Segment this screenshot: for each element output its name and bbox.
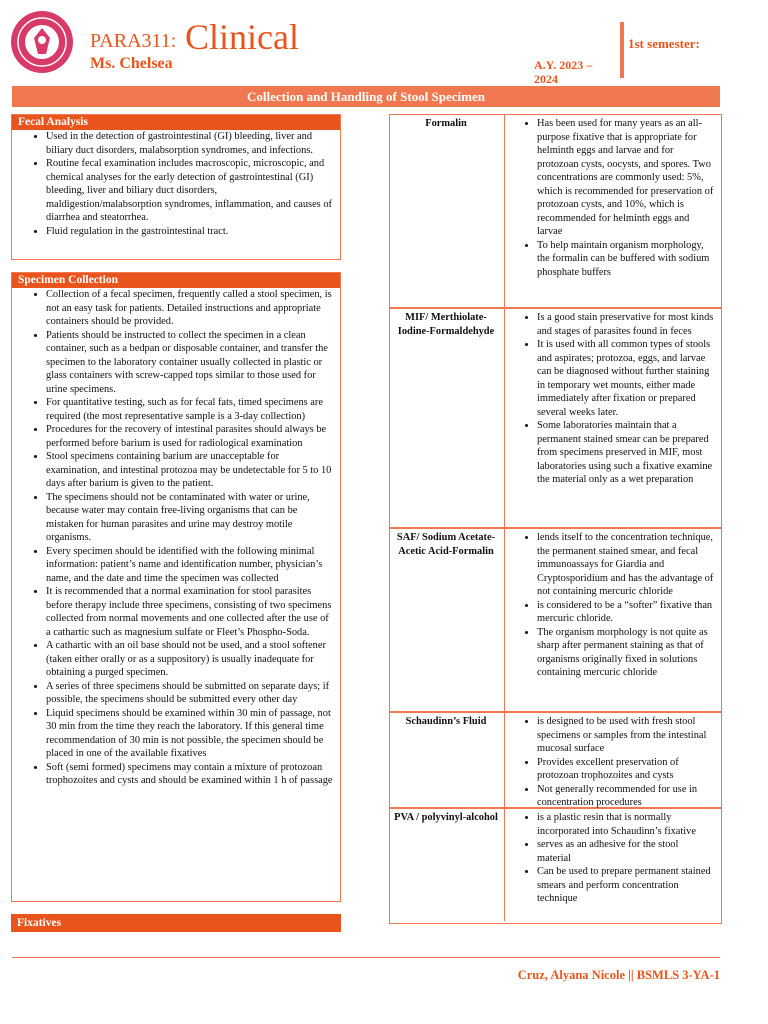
list-item: • Liquid specimens should be examined within 30 min of passage, not 30 min from the time they reach the laboratory. If this general time recommendation of 30 min is not possible, the specimen should be placed in one of the available fixatives — [46, 707, 334, 761]
main-title-banner: Collection and Handling of Stool Specimen — [12, 86, 720, 107]
list-item: • Used in the detection of gastrointestinal (GI) bleeding, liver and biliary duct disorders, malabsorption syndromes, and infections. — [46, 130, 334, 157]
table-row — [390, 713, 721, 809]
list-item: • Every specimen should be identified with the following minimal information: patient’s name and identification number, physician’s name, and the date and time the specimen was collected — [46, 545, 334, 586]
list-item: • A cathartic with an oil base should not be used, and a stool softener (taken either orally or as a suppository) is usually inadequate for obtaining a purged specimen. — [46, 639, 334, 680]
fixative-description — [504, 713, 719, 807]
fixative-description — [504, 115, 719, 307]
list-item: • Fluid regulation in the gastrointestinal tract. — [46, 225, 334, 239]
course-title: Clinical — [185, 17, 299, 57]
fixative-description — [504, 809, 719, 921]
list-item: • A series of three specimens should be submitted on separate days; if possible, the specimens should be submitted every other day — [46, 680, 334, 707]
list-item: • Some laboratories maintain that a permanent stained smear can be prepared from specimens preserved in MIF, most laboratories using such a fixative examine the material only as a wet preparation — [537, 419, 715, 487]
list-item: • Patients should be instructed to collect the specimen in a clean container, such as a bedpan or disposable container, and transfer the specimen to the laboratory container usually collected in plastic or glass containers with screw-capped tops similar to those used for urine specimens. — [46, 329, 334, 397]
specimen-collection-heading: Specimen Collection — [12, 273, 340, 288]
fixative-description — [504, 309, 719, 527]
list-item: • For quantitative testing, such as for fecal fats, timed specimens are required (the most representative sample is a 3-day collection) — [46, 396, 334, 423]
table-row — [390, 529, 721, 713]
list-item: • is a plastic resin that is normally incorporated into Schaudinn’s fixative — [537, 811, 715, 838]
fecal-analysis-section — [11, 114, 341, 260]
fixative-description — [504, 529, 719, 711]
list-item: • is considered to be a “softer” fixative than mercuric chloride. — [537, 599, 715, 626]
list-item: • lends itself to the concentration technique, the permanent stained smear, and fecal immunoassays for Giardia and Cryptosporidium and has the advantage of not containing mercuric chloride — [537, 531, 715, 599]
fecal-analysis-list — [12, 130, 340, 238]
fixatives-heading: Fixatives — [11, 914, 341, 932]
header-divider — [620, 22, 624, 78]
table-row — [390, 809, 721, 921]
list-item: • To help maintain organism morphology, the formalin can be buffered with sodium phosphate buffers — [537, 239, 715, 280]
footer-divider — [12, 957, 720, 958]
fixative-name: MIF/ Merthiolate-Iodine-Formaldehyde — [397, 312, 495, 337]
fixative-name: SAF/ Sodium Acetate-Acetic Acid-Formalin — [396, 532, 496, 557]
list-item: • Not generally recommended for use in concentration procedures — [537, 783, 715, 810]
list-item: • Stool specimens containing barium are unacceptable for examination, and intestinal protozoa may be undetectable for 5 to 10 days after barium is given to the patient. — [46, 450, 334, 491]
academic-year: A.Y. 2023 – 2024 — [534, 58, 593, 86]
list-item: • Has been used for many years as an all-purpose fixative that is appropriate for helminth eggs and larvae and for protozoan cysts, oocysts, and spores. Two concentrations are commonly used: 5%, which is recommended for preservation of protozoan cysts, and 10%, which is recommended for helminth eggs and larvae — [537, 117, 715, 239]
course-code: PARA311: — [90, 30, 177, 52]
list-item: • serves as an adhesive for the stool material — [537, 838, 715, 865]
semester-label: 1st semester: — [628, 36, 700, 51]
specimen-collection-list — [12, 288, 340, 788]
list-item: • is designed to be used with fresh stool specimens or samples from the intestinal mucosal surface — [537, 715, 715, 756]
list-item: • Is a good stain preservative for most kinds and stages of parasites found in feces — [537, 311, 715, 338]
fixatives-table — [389, 114, 722, 924]
list-item: • It is used with all common types of stools and aspirates; protozoa, eggs, and larvae can be diagnosed without further staining in temporary wet mounts, either made immediately after fixation or prepared several weeks later. — [537, 338, 715, 419]
list-item: • Routine fecal examination includes macroscopic, microscopic, and chemical analyses for the early detection of gastrointestinal (GI) bleeding, liver and biliary duct disorders, maldigestion/malabsorption syndromes, inflammation, and causes of diarrhea and steatorrhea. — [46, 157, 334, 225]
list-item: • Provides excellent preservation of protozoan trophozoites and cysts — [537, 756, 715, 783]
list-item: • The organism morphology is not quite as sharp after permanent staining as that of organisms originally fixed in solutions containing mercuric chloride — [537, 626, 715, 680]
school-seal-icon — [10, 10, 74, 74]
fecal-analysis-heading: Fecal Analysis — [12, 115, 340, 130]
list-item: • Can be used to prepare permanent stained smears and perform concentration technique — [537, 865, 715, 906]
fixative-name: Schaudinn’s Fluid — [405, 716, 487, 727]
table-row — [390, 309, 721, 529]
fixative-name: PVA / polyvinyl-alcohol — [394, 812, 498, 823]
list-item: • Soft (semi formed) specimens may contain a mixture of protozoan trophozoites and cysts and should be examined within 1 h of passage — [46, 761, 334, 788]
table-row — [390, 115, 721, 309]
fixative-name: Formalin — [425, 118, 467, 129]
specimen-collection-section — [11, 272, 341, 902]
list-item: • The specimens should not be contaminated with water or urine, because water may contain free-living organisms that can be mistaken for human parasites and urine may destroy motile organisms. — [46, 491, 334, 545]
footer-author: Cruz, Alyana Nicole || BSMLS 3-YA-1 — [517, 968, 720, 982]
list-item: • Collection of a fecal specimen, frequently called a stool specimen, is not an easy task for patients. Detailed instructions and appropriate containers should be provided. — [46, 288, 334, 329]
list-item: • It is recommended that a normal examination for stool parasites before therapy include three specimens, consisting of two specimens collected from normal movements and one collected after the use of a cathartic such as magnesium sulfate or Fleet’s Phospho-Soda. — [46, 585, 334, 639]
list-item: • Procedures for the recovery of intestinal parasites should always be performed before barium is used for radiological examination — [46, 423, 334, 450]
instructor-name: Ms. Chelsea — [90, 55, 173, 72]
